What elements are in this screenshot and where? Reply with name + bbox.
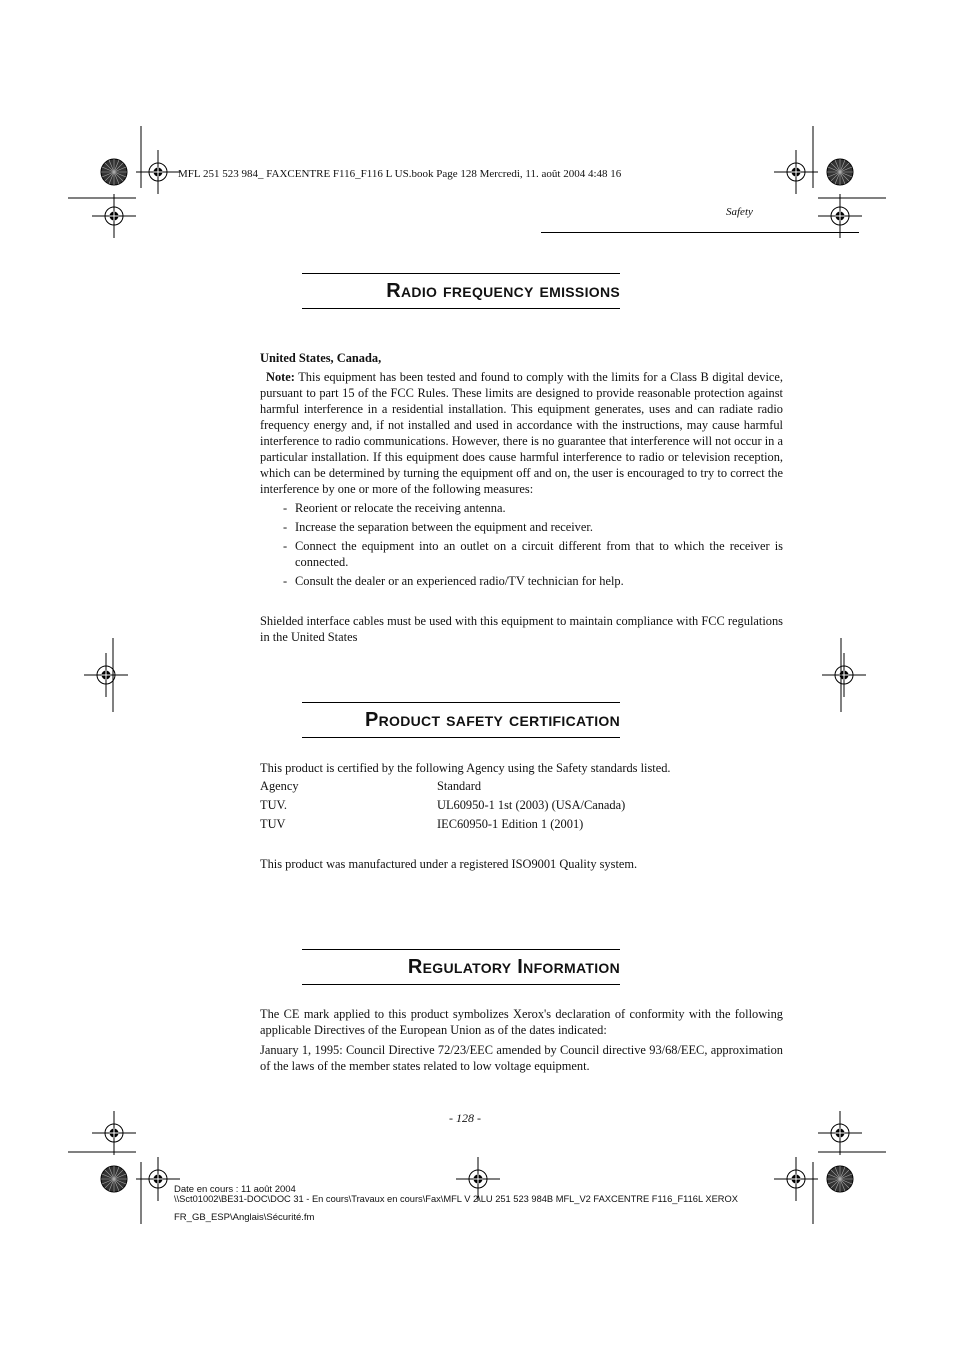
- page-number: - 128 -: [449, 1111, 481, 1125]
- list-item: - Consult the dealer or an experienced radio/TV technician for help.: [283, 574, 624, 588]
- table-cell: IEC60950-1 Edition 1 (2001): [437, 817, 584, 831]
- footer-date: Date en cours : 11 août 2004: [174, 1184, 296, 1195]
- shielded-cables-paragraph: Shielded interface cables must be used with this equipment to maintain compliance with FCC regulations in the United States: [260, 614, 783, 644]
- section-title-radio-text: Radio frequency emissions: [386, 280, 620, 302]
- certification-intro: This product is certified by the following Agency using the Safety standards listed.: [260, 761, 671, 775]
- section-title-radio: [302, 273, 620, 309]
- book-header-line: MFL 251 523 984_ FAXCENTRE F116_F116 L US.book Page 128 Mercredi, 11. août 2004 4:48 16: [178, 168, 622, 180]
- section-title-regulatory-text: Regulatory Information: [407, 956, 620, 978]
- running-head: Safety: [726, 206, 753, 218]
- table-header-standard: Standard: [437, 779, 482, 793]
- table-header-agency: Agency: [260, 779, 299, 793]
- quality-statement: This product was manufactured under a registered ISO9001 Quality system.: [260, 857, 638, 871]
- ce-mark-paragraph: The CE mark applied to this product symbolizes Xerox's declaration of conformity with the following applicable Directives of the European Union as of the dates indicated:: [260, 1007, 783, 1037]
- list-item: - Reorient or relocate the receiving antenna.: [283, 501, 506, 515]
- note-label: Note:: [266, 370, 295, 384]
- measures-list: [283, 500, 783, 589]
- footer-path-2: FR_GB_ESP\Anglais\Sécurité.fm: [174, 1212, 315, 1223]
- footer-path: \\Sct01002\BE31-DOC\DOC 31 - En cours\Travaux en cours\Fax\MFL V 2\LU 251 523 984B MFL_V2 FAXCENTRE F116_F116L XEROX: [174, 1194, 738, 1204]
- directive-paragraph: January 1, 1995: Council Directive 72/23/EEC amended by Council directive 93/68/EEC, approximation of the laws of the member states related to low voltage equipment.: [260, 1043, 783, 1073]
- fcc-note-paragraph: [260, 369, 783, 497]
- table-cell: TUV: [260, 817, 286, 831]
- list-item: - Increase the separation between the equipment and receiver.: [283, 520, 593, 534]
- table-cell: UL60950-1 1st (2003) (USA/Canada): [437, 798, 626, 812]
- section-title-product-text: Product safety certification: [364, 709, 620, 731]
- region-heading: United States, Canada,: [260, 351, 382, 365]
- section-title-product: [302, 702, 620, 738]
- running-head-rule: [541, 232, 859, 233]
- table-cell: TUV.: [260, 798, 287, 812]
- section-title-regulatory: [302, 949, 620, 985]
- note-text: This equipment has been tested and found to comply with the limits for a Class B digital device, pursuant to part 15 of the FCC Rules. These limits are designed to provide reasonable protection against harmful interference in a residential installation. This equipment generates, uses and can radiate radio frequency energy and, if not installed and used in accordance with the instructions, may cause harmful interference to radio communications. However, there is no guarantee that interference will not occur in a particular installation. If this equipment does cause harmful interference to radio or television reception, which can be determined by turning the equipment off and on, the user is encouraged to try to correct the interference by one or more of the following measures:: [260, 370, 783, 496]
- list-item: - Connect the equipment into an outlet on a circuit different from that to which the receiver is connected.: [283, 539, 783, 569]
